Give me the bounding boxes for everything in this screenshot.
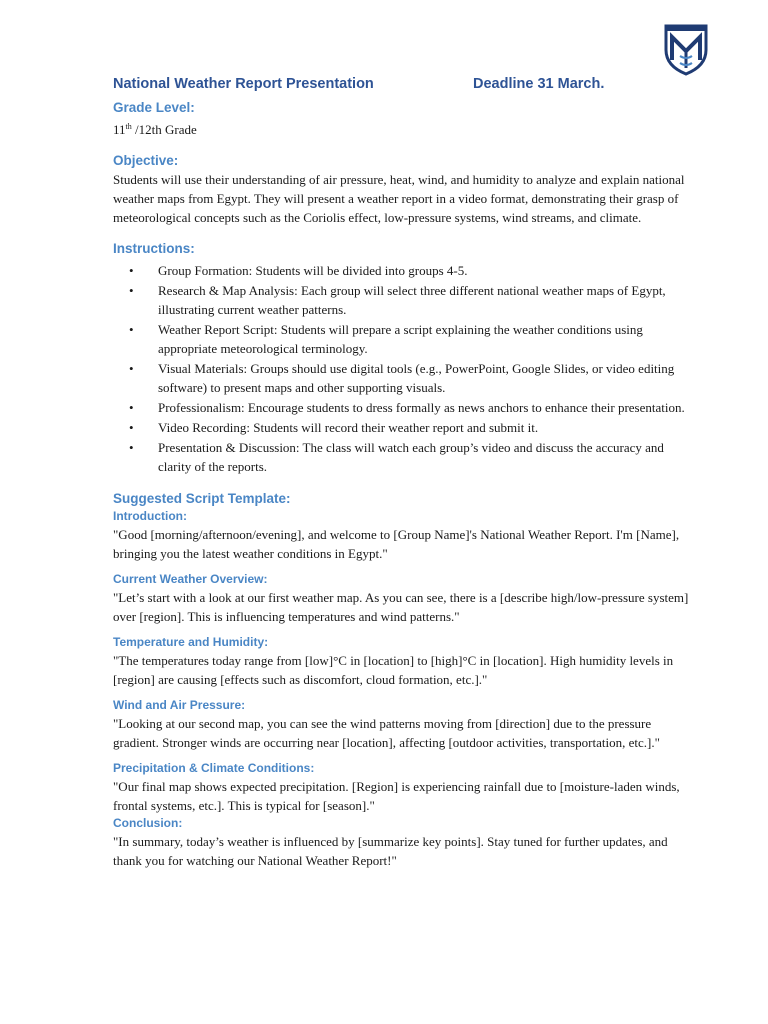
introduction-heading: Introduction:: [113, 509, 187, 523]
bullet-icon: •: [129, 361, 134, 376]
list-item: • Research & Map Analysis: Each group will select three different national weather maps of Egypt, illustrating current weather patterns.: [129, 283, 666, 317]
bullet-icon: •: [129, 322, 134, 337]
list-item: • Weather Report Script: Students will prepare a script explaining the weather conditions using appropriate meteorological terminology.: [129, 322, 643, 356]
current-weather-heading: Current Weather Overview:: [113, 572, 268, 586]
document-content: [113, 76, 693, 870]
list-item: • Group Formation: Students will be divided into groups 4-5.: [129, 263, 468, 278]
objective-heading: Objective:: [113, 153, 179, 168]
instructions-heading: Instructions:: [113, 241, 195, 256]
wind-pressure-text: "Looking at our second map, you can see the wind patterns moving from [direction] due to the pressure gradient. Stronger winds are occurring near [location], affecting [outdoor activities, transportation, etc.].": [113, 716, 660, 750]
document-title: National Weather Report Presentation: [113, 76, 374, 92]
conclusion-text: "In summary, today’s weather is influenced by [summarize key points]. Stay tuned for further updates, and thank you for watching our National Weather Report!": [113, 834, 668, 868]
bullet-icon: •: [129, 263, 134, 278]
script-template-heading: Suggested Script Template:: [113, 491, 291, 506]
title-row: [113, 76, 693, 98]
deadline-label: Deadline 31 March.: [473, 76, 605, 92]
school-crest-logo: [663, 20, 709, 76]
wind-pressure-heading: Wind and Air Pressure:: [113, 698, 246, 712]
grade-level-heading: Grade Level:: [113, 100, 195, 115]
bullet-icon: •: [129, 400, 134, 415]
precipitation-text: "Our final map shows expected precipitation. [Region] is experiencing rainfall due to [moisture-laden winds, frontal systems, etc.]. This is typical for [season].": [113, 779, 680, 813]
current-weather-text: "Let’s start with a look at our first weather map. As you can see, there is a [describe high/low-pressure system] over [region]. This is influencing temperatures and wind patterns.": [113, 590, 689, 624]
precipitation-heading: Precipitation & Climate Conditions:: [113, 761, 315, 775]
list-item: • Professionalism: Encourage students to dress formally as news anchors to enhance their presentation.: [129, 400, 685, 415]
list-item: • Presentation & Discussion: The class will watch each group’s video and discuss the accuracy and clarity of the reports.: [129, 440, 664, 474]
bullet-icon: •: [129, 283, 134, 298]
bullet-icon: •: [129, 420, 134, 435]
list-item: • Video Recording: Students will record their weather report and submit it.: [129, 420, 539, 435]
grade-level-value: 11th /12th Grade: [113, 122, 197, 137]
objective-text: Students will use their understanding of air pressure, heat, wind, and humidity to analyze and explain national weather maps from Egypt. They will present a weather report in a video format, demonstrating their grasp of meteorological concepts such as the Coriolis effect, low-pressure systems, wind streams, and climate.: [113, 172, 685, 225]
temperature-humidity-heading: Temperature and Humidity:: [113, 635, 269, 649]
bullet-icon: •: [129, 440, 134, 455]
temperature-humidity-text: "The temperatures today range from [low]°C in [location] to [high]°C in [location]. High humidity levels in [region] are causing [effects such as discomfort, cloud formation, etc.].": [113, 653, 674, 687]
instructions-list: [113, 261, 693, 476]
list-item: • Visual Materials: Groups should use digital tools (e.g., PowerPoint, Google Slides, or video editing software) to present maps and other supporting visuals.: [129, 361, 675, 395]
introduction-text: "Good [morning/afternoon/evening], and welcome to [Group Name]'s National Weather Report. I'm [Name], bringing you the latest weather conditions in Egypt.": [113, 527, 680, 561]
conclusion-heading: Conclusion:: [113, 816, 183, 830]
